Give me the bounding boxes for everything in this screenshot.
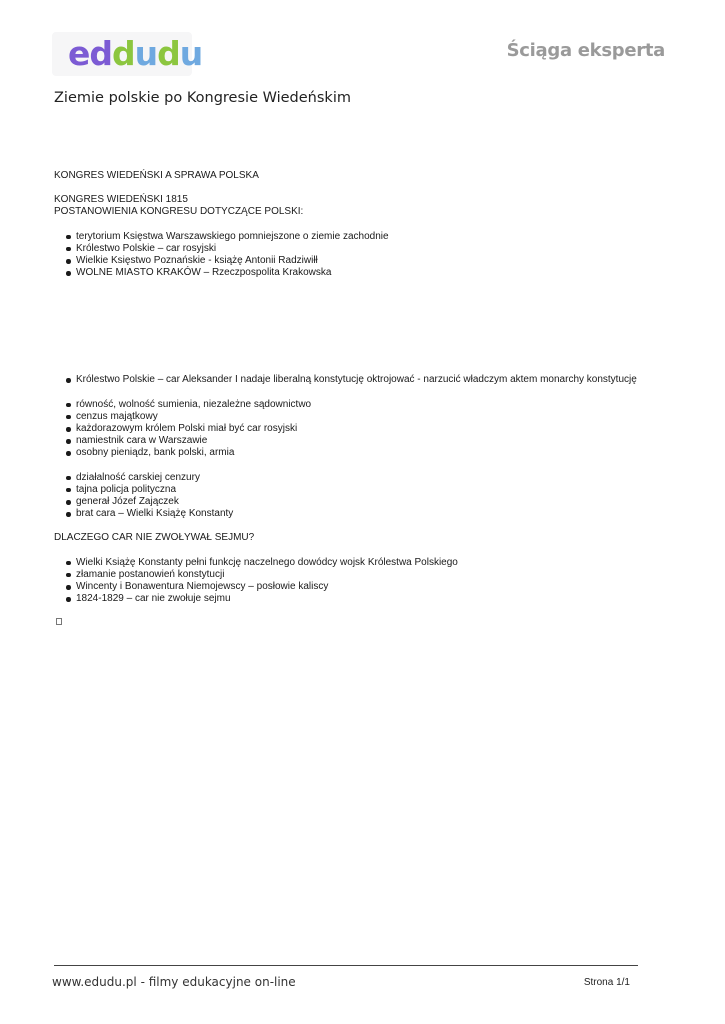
list-item: Wielki Książę Konstanty pełni funkcję naczelnego dowódcy wojsk Królestwa Polskiego	[76, 557, 664, 569]
sejm-reasons-list	[54, 557, 664, 606]
constitution-list	[54, 374, 664, 386]
edudu-logo[interactable]: eddudu	[68, 34, 203, 73]
question-heading: DLACZEGO CAR NIE ZWOŁYWAŁ SEJMU?	[54, 532, 255, 544]
footer-website-link[interactable]: www.edudu.pl - filmy edukacyjne on-line	[52, 975, 296, 989]
list-item: brat cara – Wielki Książę Konstanty	[76, 508, 664, 520]
page-number: Strona 1/1	[583, 977, 630, 988]
list-item: tajna policja polityczna	[76, 484, 664, 496]
list-item: złamanie postanowień konstytucji	[76, 569, 664, 581]
list-item: każdorazowym królem Polski miał być car rosyjski	[76, 423, 664, 435]
list-item: osobny pieniądz, bank polski, armia	[76, 447, 664, 459]
list-item: Królestwo Polskie – car rosyjski	[76, 243, 664, 255]
list-item: cenzus majątkowy	[76, 411, 664, 423]
document-body	[54, 170, 664, 625]
violations-list	[54, 472, 664, 521]
subheading-decisions: POSTANOWIENIA KONGRESU DOTYCZĄCE POLSKI:	[54, 206, 304, 218]
list-item: Wielkie Księstwo Poznańskie - książę Antonii Radziwiłł	[76, 255, 664, 267]
list-item: Królestwo Polskie – car Aleksander I nadaje liberalną konstytucję oktrojować - narzucić władczym aktem monarchy konstytucję	[76, 374, 664, 386]
list-item: terytorium Księstwa Warszawskiego pomniejszone o ziemie zachodnie	[76, 231, 664, 243]
document-title: Ziemie polskie po Kongresie Wiedeńskim	[54, 90, 351, 106]
list-item: równość, wolność sumienia, niezależne sądownictwo	[76, 399, 664, 411]
list-item: 1824-1829 – car nie zwołuje sejmu	[76, 593, 664, 605]
constitution-features-list	[54, 399, 664, 460]
decisions-list	[54, 231, 664, 280]
list-item: namiestnik cara w Warszawie	[76, 435, 664, 447]
list-item: działalność carskiej cenzury	[76, 472, 664, 484]
section-heading: KONGRES WIEDEŃSKI A SPRAWA POLSKA	[54, 170, 259, 181]
footer-divider	[54, 965, 638, 966]
missing-glyph-icon	[56, 618, 62, 625]
list-item: WOLNE MIASTO KRAKÓW – Rzeczpospolita Krakowska	[76, 267, 664, 279]
list-item: Wincenty i Bonawentura Niemojewscy – posłowie kaliscy	[76, 581, 664, 593]
subheading-congress: KONGRES WIEDEŃSKI 1815	[54, 194, 188, 206]
list-item: generał Józef Zajączek	[76, 496, 664, 508]
brand-tagline: Ściąga eksperta	[506, 40, 665, 61]
